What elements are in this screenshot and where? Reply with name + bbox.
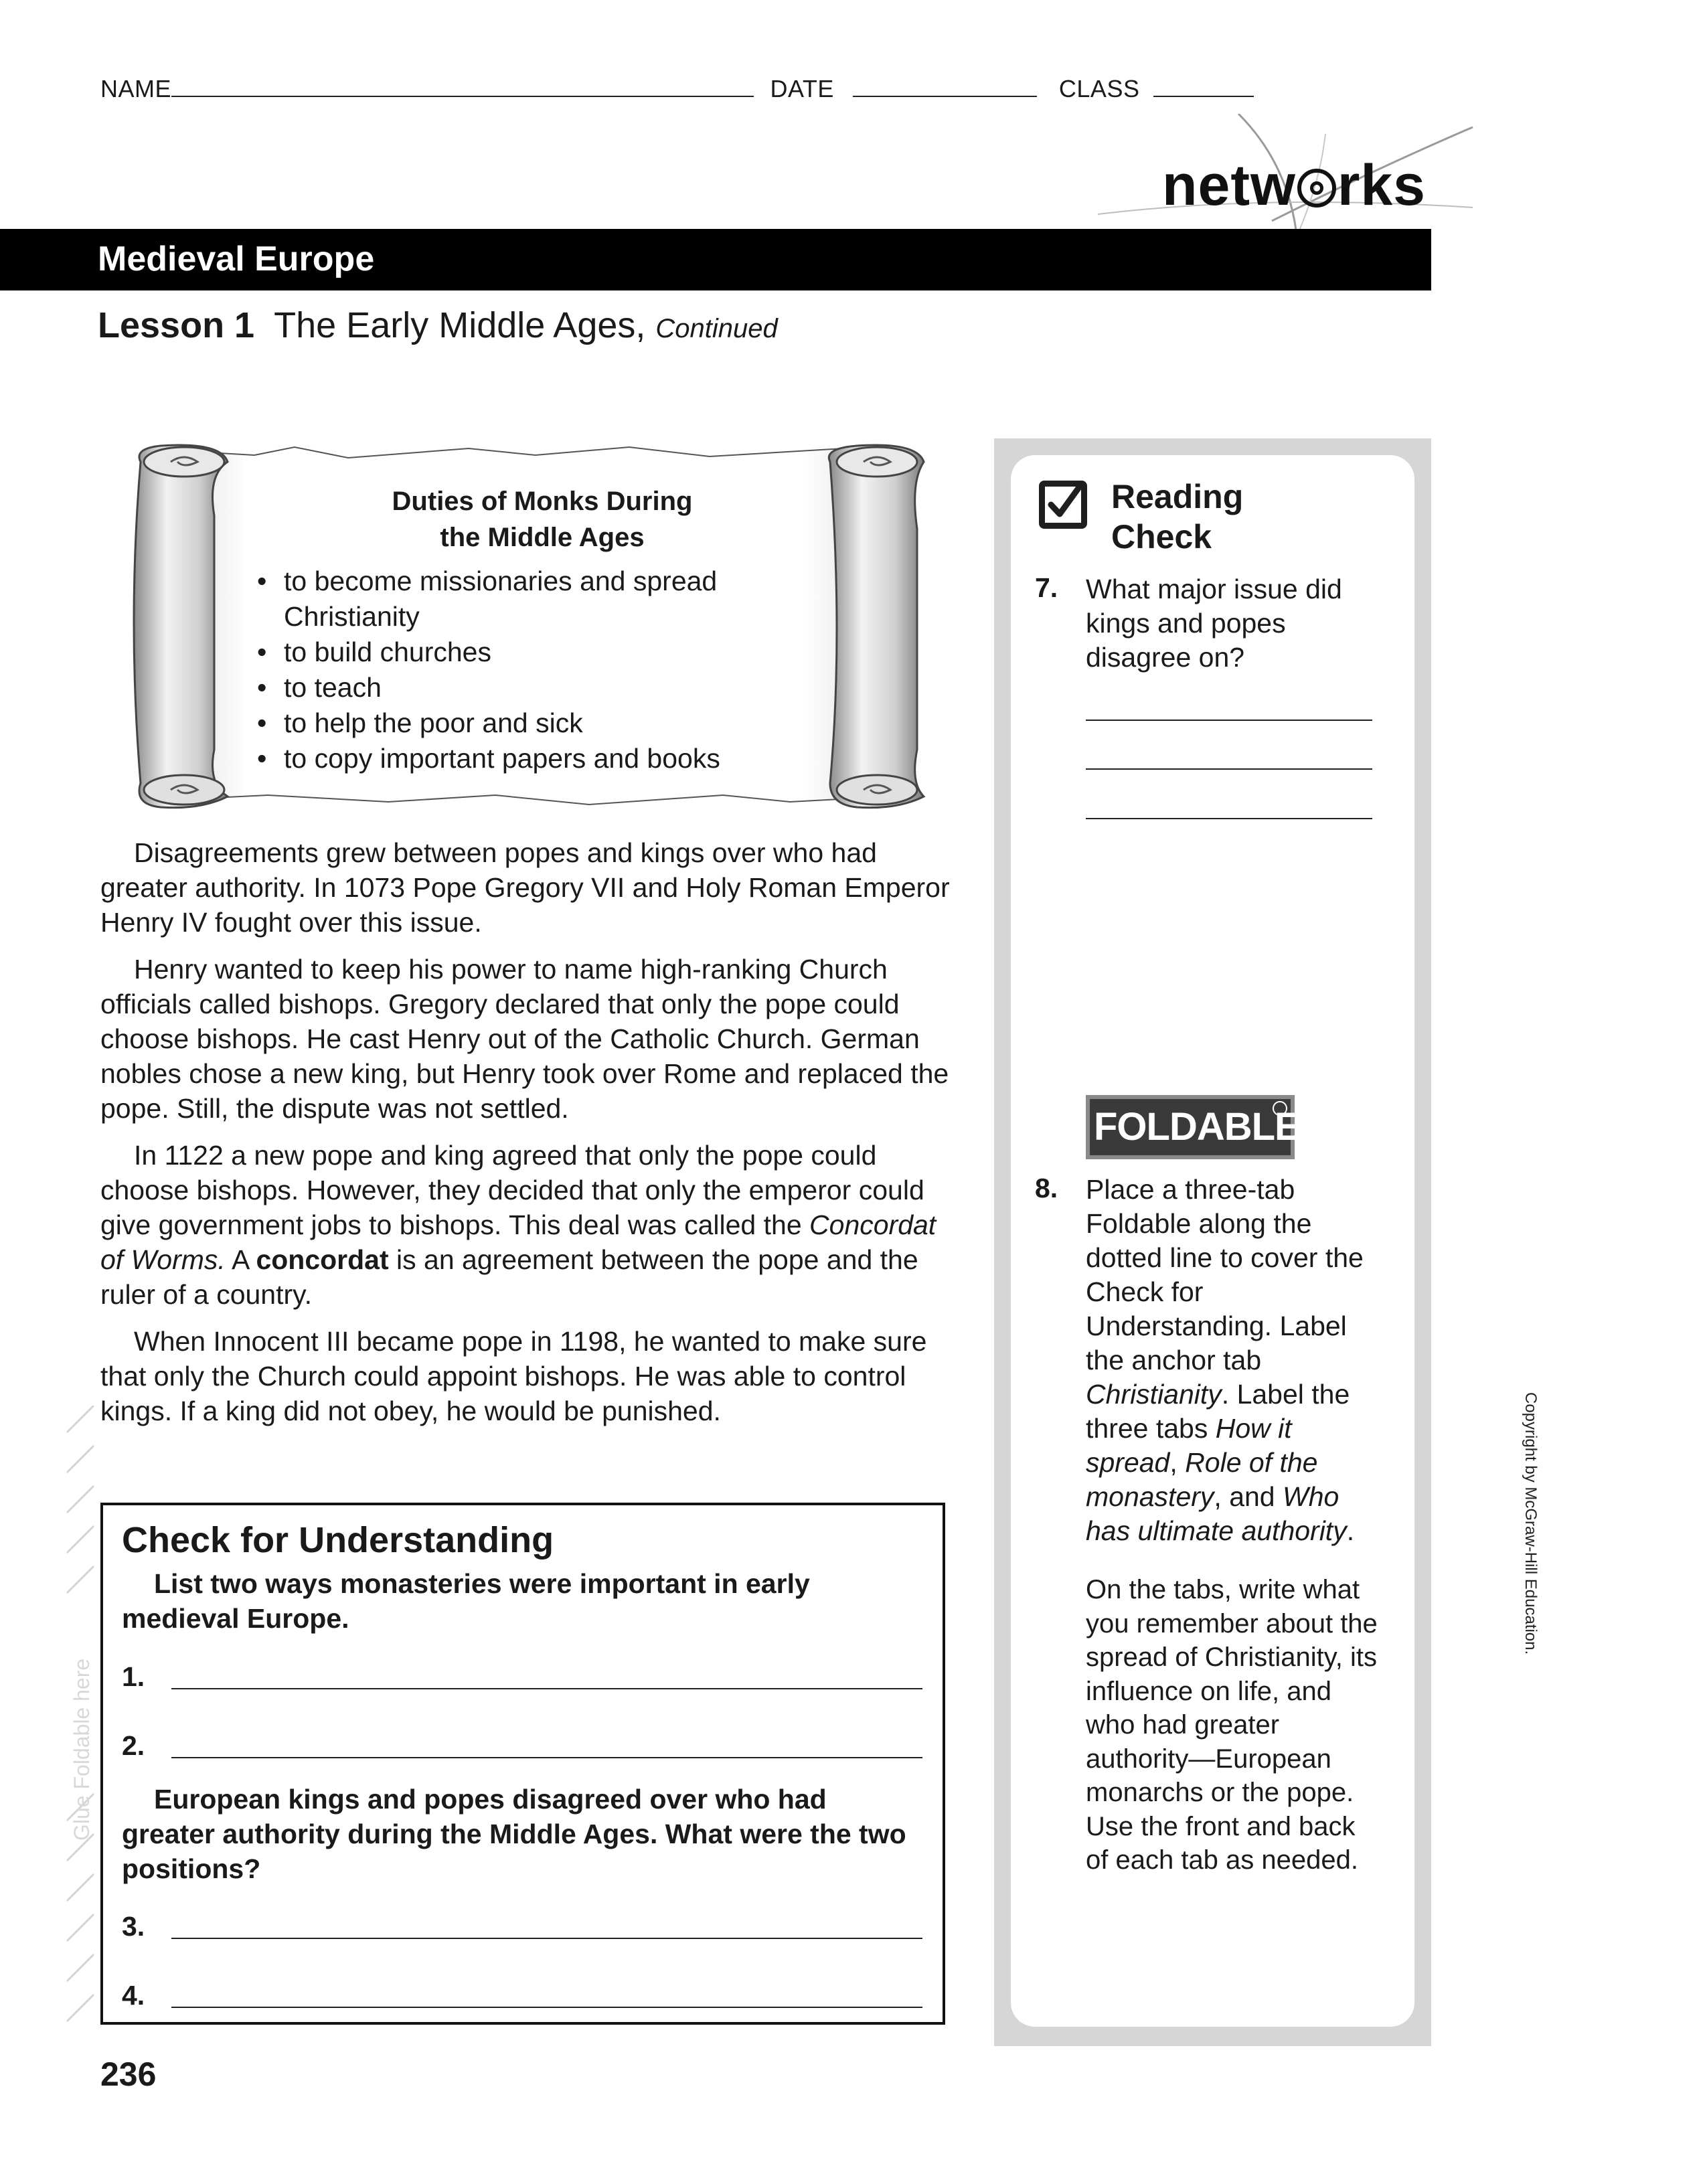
lesson-continued: Continued <box>655 314 778 343</box>
answer-line-7b[interactable] <box>1086 768 1372 770</box>
target-icon <box>1297 169 1336 207</box>
list-item: • to help the poor and sick <box>254 705 810 741</box>
answer-line-7c[interactable] <box>1086 818 1372 819</box>
foldables-instructions: On the tabs, write what you remember about the spread of Christianity, its influence on life, and who had greater authority—European monarchs or the pope. Use the front and back of each tab as needed. <box>1086 1575 1378 1875</box>
list-item: • to become missionaries and spread Christianity <box>254 564 810 635</box>
answer-line-4[interactable] <box>171 2007 922 2008</box>
answer-number-1: 1. <box>122 1661 145 1692</box>
check-question-1: List two ways monasteries were important in early medieval Europe. <box>122 1568 810 1634</box>
paragraph: In 1122 a new pope and king agreed that only the pope could choose bishops. However, they decided that only the emperor could give government jobs to bishops. This deal was called the Concordat of Worms. A concordat is an agreement between the pope and the ruler of a country. <box>100 1140 937 1310</box>
list-item: • to copy important papers and books <box>254 741 810 776</box>
reading-check-title: Reading Check <box>1111 478 1244 556</box>
answer-line-1[interactable] <box>171 1688 922 1689</box>
list-item: • to build churches <box>254 635 810 670</box>
question-number-8: 8. <box>1035 1173 1058 1203</box>
paragraph: Disagreements grew between popes and kings over who had greater authority. In 1073 Pope Gregory VII and Holy Roman Emperor Henry IV fought over this issue. <box>100 837 950 938</box>
answer-number-4: 4. <box>122 1980 145 2011</box>
check-title: Check for Understanding <box>122 1520 554 1560</box>
name-field[interactable] <box>171 76 754 97</box>
question-number-7: 7. <box>1035 572 1058 603</box>
glue-label: Glue Foldable here <box>70 1658 94 1841</box>
date-field[interactable] <box>853 76 1037 97</box>
networks-logo: netw rks <box>1161 153 1426 218</box>
chapter-title: Medieval Europe <box>98 240 375 278</box>
student-info-line <box>100 75 1254 103</box>
question-8-text: Place a three-tab Foldable along the dotted line to cover the Check for Understanding. Label the anchor tab Christianity. Label the three tabs How it spread, Role of the monastery, and Who has ultimate authority. <box>1086 1174 1364 1546</box>
paragraph: Henry wanted to keep his power to name high-ranking Church officials called bishops. Gregory declared that only the pope could choose bishops. He cast Henry out of the Catholic Church. German nobles chose a new king, but Henry took over Rome and replaced the pope. Still, the dispute was not settled. <box>100 954 949 1124</box>
foldables-text: FOLDABLES <box>1094 1105 1325 1149</box>
paragraph: When Innocent III became pope in 1198, he wanted to make sure that only the Church could appoint bishops. He was able to control kings. If a king did not obey, he would be punished. <box>100 1326 927 1426</box>
monk-duties-list <box>254 564 810 776</box>
lesson-label: Lesson 1 <box>98 305 255 345</box>
date-label: DATE <box>770 75 834 102</box>
lesson-title: The Early Middle Ages, <box>274 305 646 345</box>
body-text <box>100 835 964 1440</box>
answer-line-2[interactable] <box>171 1757 922 1758</box>
answer-line-3[interactable] <box>171 1938 922 1939</box>
answer-number-2: 2. <box>122 1730 145 1761</box>
class-field[interactable] <box>1153 76 1254 97</box>
check-question-2: European kings and popes disagreed over who had greater authority during the Middle Ages. What were the two positions? <box>122 1784 906 1884</box>
list-item: • to teach <box>254 670 810 705</box>
answer-number-3: 3. <box>122 1911 145 1942</box>
lesson-heading <box>98 305 778 346</box>
name-label: NAME <box>100 75 172 102</box>
page-number: 236 <box>100 2055 157 2093</box>
scroll-title: Duties of Monks During the Middle Ages <box>392 487 693 552</box>
checkbox-check-icon <box>1039 481 1087 529</box>
copyright-notice: Copyright by McGraw-Hill Education. <box>1522 1392 1540 1655</box>
question-7-text: What major issue did kings and popes disagree on? <box>1086 574 1342 673</box>
answer-line-7a[interactable] <box>1086 720 1372 721</box>
foldables-logo <box>1086 1095 1325 1159</box>
class-label: CLASS <box>1058 75 1140 102</box>
